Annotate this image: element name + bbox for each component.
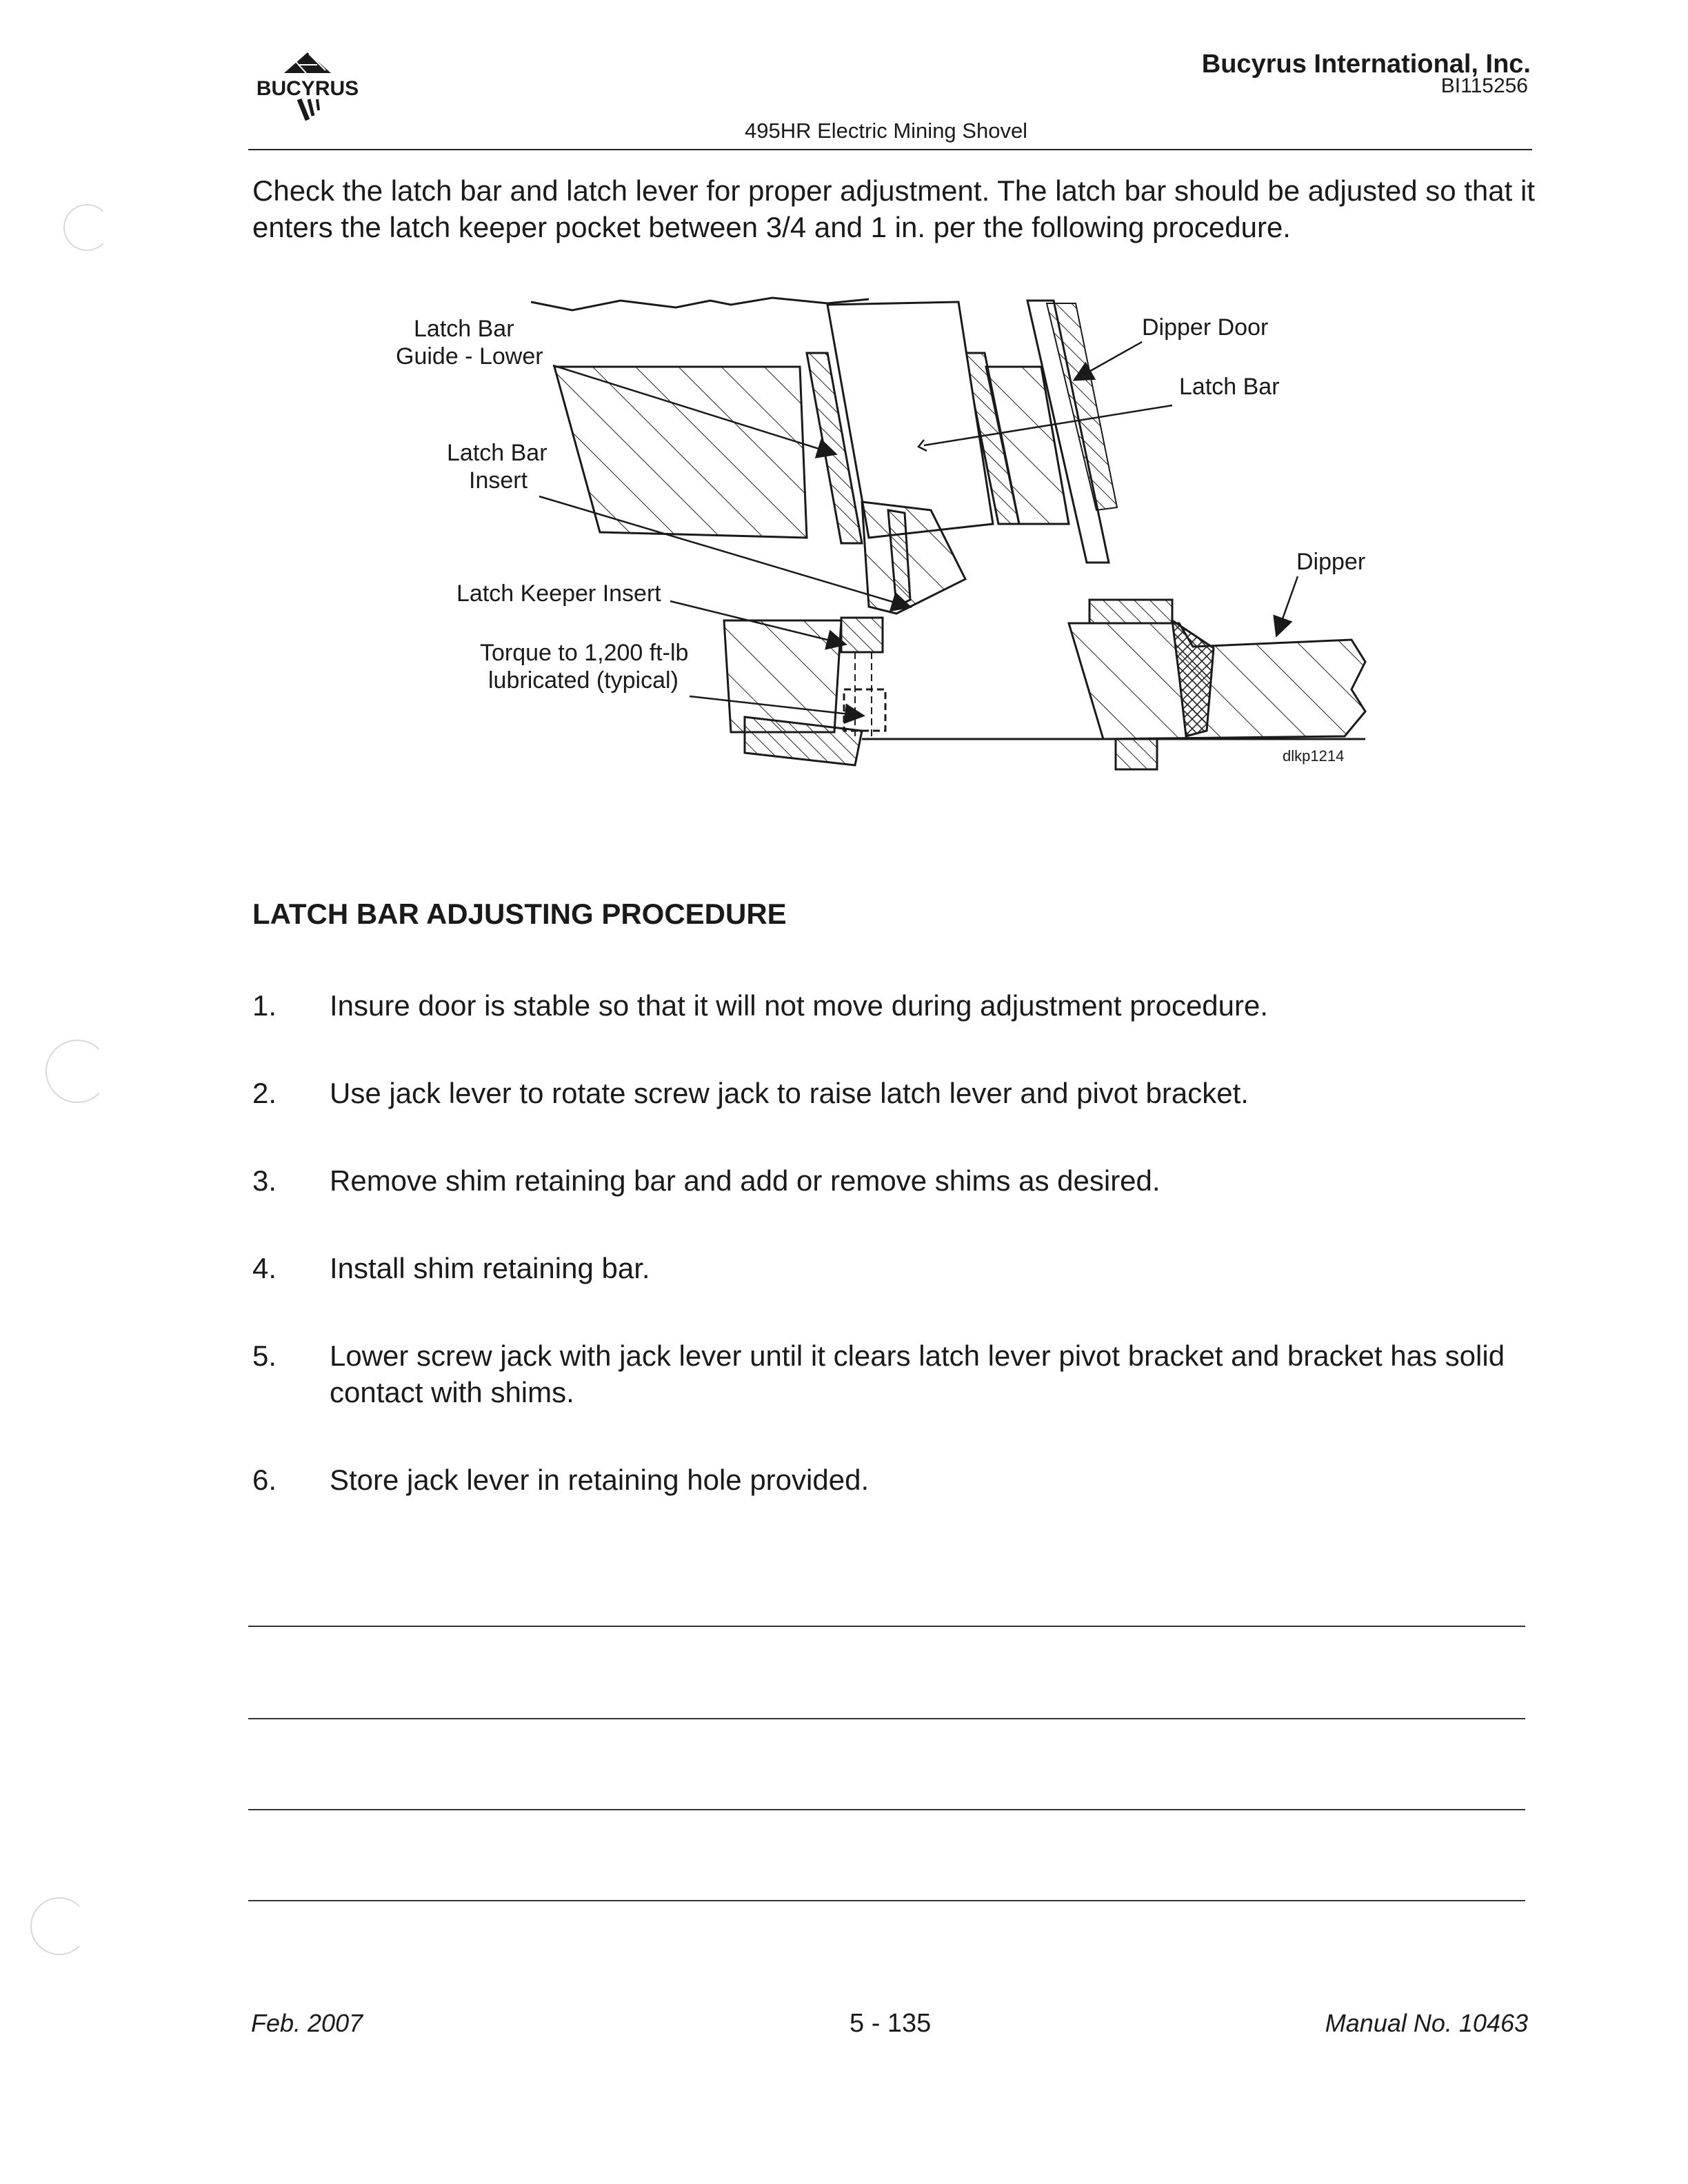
label-latch-bar-insert-2: Insert [469,467,528,494]
nut-top [841,618,883,652]
punch-hole-mark [46,1040,109,1103]
step-text: Use jack lever to rotate screw jack to raise latch lever and pivot bracket. [330,1077,1249,1109]
label-latch-keeper-insert: Latch Keeper Insert [456,580,661,607]
label-latch-bar-guide-2: Guide - Lower [396,343,543,370]
step-number: 6. [252,1464,277,1496]
intro-paragraph: Check the latch bar and latch lever for proper adjustment. The latch bar should be adjusted so that it enters the latch keeper pocket between 3/4 and 1 in. per the following procedure. [252,174,1535,243]
step-text: Install shim retaining bar. [330,1252,650,1284]
label-dipper-door: Dipper Door [1142,314,1269,341]
company-name: Bucyrus International, Inc. [1201,50,1531,79]
label-torque-2: lubricated (typical) [488,667,679,694]
step-number: 4. [252,1252,277,1284]
figure-id: dlkp1214 [1283,747,1345,765]
punch-hole-mark [63,204,110,251]
procedure-step [252,1162,1549,1199]
step-text: Insure door is stable so that it will not move during adjustment procedure. [330,989,1269,1022]
note-line [248,1718,1525,1719]
dipper-pad-top [1089,600,1172,623]
step-number: 2. [252,1077,277,1109]
punch-hole-mark [30,1897,88,1955]
step-text: Lower screw jack with jack lever until it clears latch lever pivot bracket and bracket has solid contact with shims. [330,1339,1505,1408]
header-rule [248,149,1532,150]
step-number: 5. [252,1339,277,1372]
procedure-step [252,987,1549,1024]
document-id: BI115256 [1440,74,1528,97]
step-number: 1. [252,989,277,1022]
footer-page-number: 5 - 135 [850,2009,932,2038]
dipper-pad-bottom [1116,739,1157,769]
latch-bar-diagram [386,290,1393,786]
dipper-lip [1069,623,1365,739]
step-number: 3. [252,1164,277,1197]
broken-edge [531,298,869,310]
label-torque: Torque to 1,200 ft-lb [480,640,689,666]
logo-wordmark: BUCYRUS [256,77,359,100]
shim-block [745,717,862,765]
label-latch-bar: Latch Bar [1179,374,1280,400]
section-heading: LATCH BAR ADJUSTING PROCEDURE [252,898,787,930]
step-text: Store jack lever in retaining hole provided. [330,1464,870,1496]
procedure-step [252,1250,1549,1286]
label-dipper: Dipper [1296,549,1366,575]
bolt-hidden [844,689,885,731]
step-text: Remove shim retaining bar and add or remove shims as desired. [330,1164,1160,1197]
note-line [248,1626,1525,1627]
label-latch-bar-insert: Latch Bar [447,440,547,466]
procedure-step [252,1337,1549,1410]
product-name: 495HR Electric Mining Shovel [745,119,1028,143]
keeper-bracket [724,620,841,732]
footer-manual-number: Manual No. 10463 [1325,2009,1528,2037]
footer-date: Feb. 2007 [251,2009,363,2037]
bucyrus-logo [245,48,370,131]
procedure-step [252,1462,1549,1498]
note-line [248,1809,1525,1810]
note-line [248,1900,1525,1901]
procedure-step [252,1075,1549,1111]
label-latch-bar-guide: Latch Bar [414,316,514,342]
